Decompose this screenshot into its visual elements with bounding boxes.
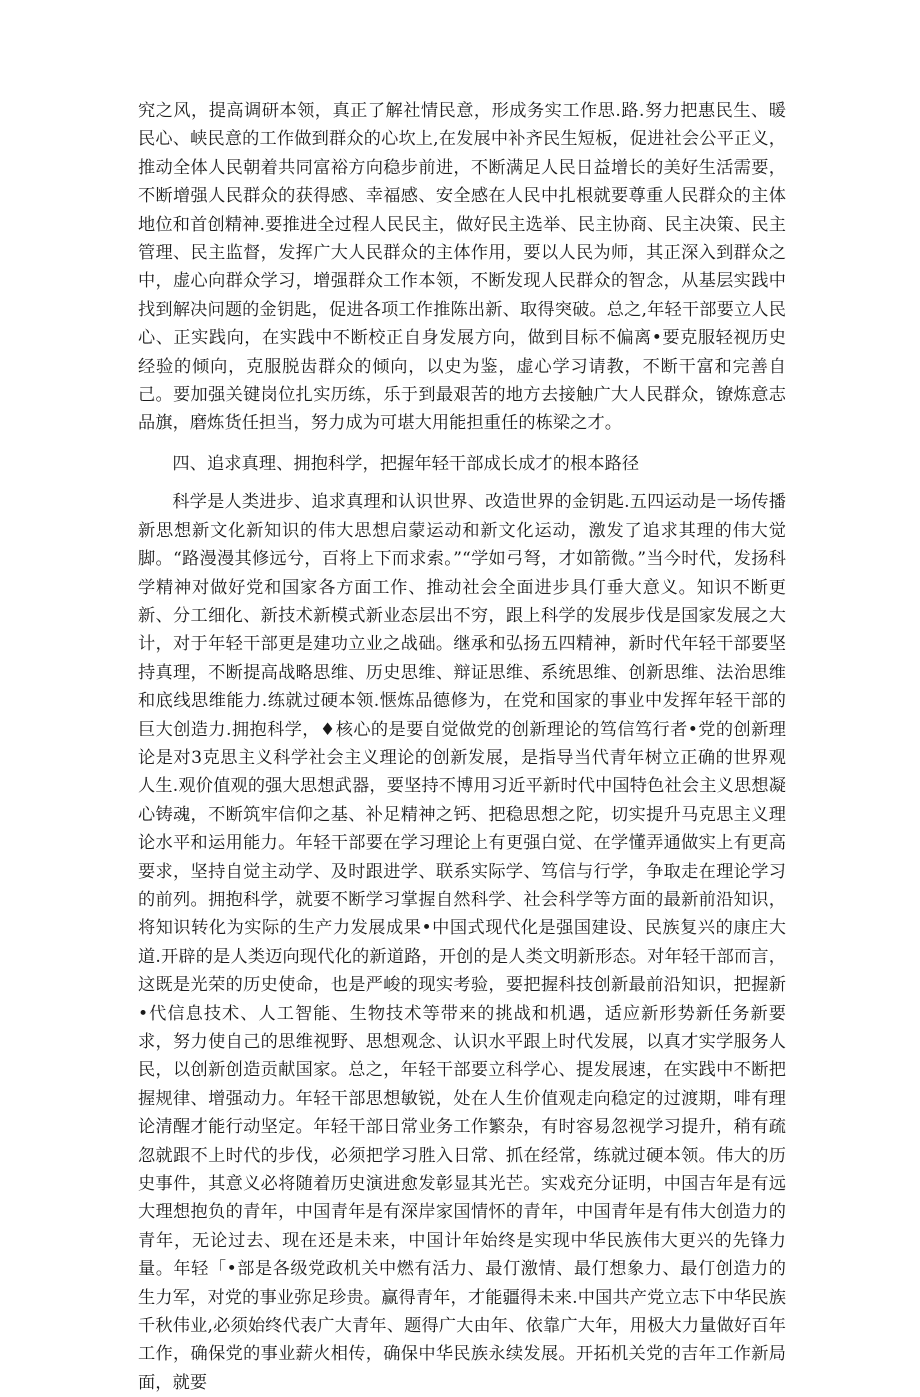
body-paragraph-continued: 究之风，提高调研本领，真正了解社情民意，形成务实工作思.路.努力把惠民生、暖民心、峡民意的工作做到群众的心坎上,在发展中补齐民生短板，促进社会公平正义，推动全体人民朝着共同富裕方向稳步前进，不断满足人民日益增长的美好生活需要，不断增强人民群众的获得感、幸福感、安全感在人民中扎根就要尊重人民群众的主体地位和首创精神.要推进全过程人民民主，做好民主选举、民主协商、民主决策、民主管理、民主监督，发挥广大人民群众的主体作用，要以人民为师，其正深入到群众之中，虚心向群众学习，增强群众工作本领，不断发现人民群众的智念，从基层实践中找到解决问题的金钥匙，促进各项工作推陈出新、取得突破。总之,年轻干部要立人民心、正实践向，在实践中不断校正自身发展方向，做到目标不偏离•要克服轻视历史经验的倾向，克服脱齿群众的倾向，以史为鉴，虚心学习请教，不断干富和完善自己。要加强关键岗位扎实历练，乐于到最艰苦的地方去接触广大人民群众，镣炼意志品旗，磨炼货任担当，努力成为可堪大用能担重任的栋梁之才。 bbox=[138, 101, 786, 434]
section-heading: 四、追求真理、拥抱科学，把握年轻干部成长成才的根本路径 bbox=[172, 453, 640, 474]
body-paragraph: 科学是人类进步、追求真理和认识世界、改造世界的金钥匙.五四运动是一场传播新思想新文化新知识的伟大思想启蒙运动和新文化运动，激发了追求其理的伟大觉脚。“路漫漫其修远兮，百将上下而求索。”“学如弓弩，才如箭微。”当今时代，发扬科学精神对做好党和国家各方面工作、推动社会全面进步具仃垂大意义。知识不断更新、分工细化、新技术新模式新业态层出不穷，跟上科学的发展步伐是国家发展之大计，对于年轻干部更是建功立业之战础。继承和弘扬五四精神，新时代年轻干部要坚持真理，不断提高战略思维、历史思维、辩证思维、系统思维、创新思维、法治思维和底线思维能力.练就过硬本领.惬炼品德修为，在党和国家的事业中发挥年轻干部的巨大创造力.拥抱科学，♦核心的是要自觉做党的创新理论的笃信笃行者•党的创新理论是对3克思主义科学社会主义理论的创新发展，是指导当代青年树立正确的世界观人生.观价值观的强大思想武器，要坚持不博用习近平新时代中国特色社会主义思想凝心铸魂，不断筑牢信仰之基、补足精神之钙、把稳思想之陀，切实提升马克思主义理论水平和运用能力。年轻干部要在学习理论上有更强白觉、在学懂弄通做实上有更高要求，坚持自觉主动学、及时跟进学、联系实际学、笃信与行学，争取走在理论学习的前列。拥抱科学，就要不断学习掌握自然科学、社会科学等方面的最新前沿知识，将知识转化为实际的生产力发展成果•中国式现代化是强国建设、民族复兴的康庄大道.开辟的是人类迈向现代化的新道路，开创的是人类文明新形态。对年轻干部而言，这既是光荣的历史使命，也是严峻的现实考验，要把握科技创新最前沿知识，把握新•代信息技术、人工智能、生物技术等带来的挑战和机遇，适应新形势新任务新要求，努力使自己的思维视野、思想观念、认识水平跟上时代发展，以真才实学服务人民，以创新创造贡献国家。总之，年轻干部要立科学心、提发展速，在实践中不断把握规律、增强动力。年轻干部思想敏锐，处在人生价值观走向稳定的过渡期，啡有理论清醒才能行动坚定。年轻干部日常业务工作繁杂，有时容易忽视学习提升，稍有疏忽就跟不上时代的步伐，必须把学习胜入日常、抓在经常，练就过硬本领。伟大的历史事件，其意义必将随着历史演进愈发彰显其光芒。实戏充分证明，中国吉年是有远大理想抱负的青年，中国青年是有深岸家国情怀的青年，中国青年是有伟大创造力的青年，无论过去、现在还是未来，中国计年始终是实现中华民族伟大更兴的先锋力量。年轻「•部是各级党政机关中燃有活力、最仃激情、最仃想象力、最仃创造力的生力军，对党的事业弥足珍贵。赢得青年，才能疆得未来.中国共产党立志下中华民族千秋伟业,必须始终代表广大青年、题得广大由年、依靠广大年，用极大力量做好百年工作，确保党的事业薪火相传，确保中华民族永续发展。开拓机关党的吉年工作新局面，就要 bbox=[138, 492, 786, 1393]
document-page bbox=[138, 97, 786, 1397]
